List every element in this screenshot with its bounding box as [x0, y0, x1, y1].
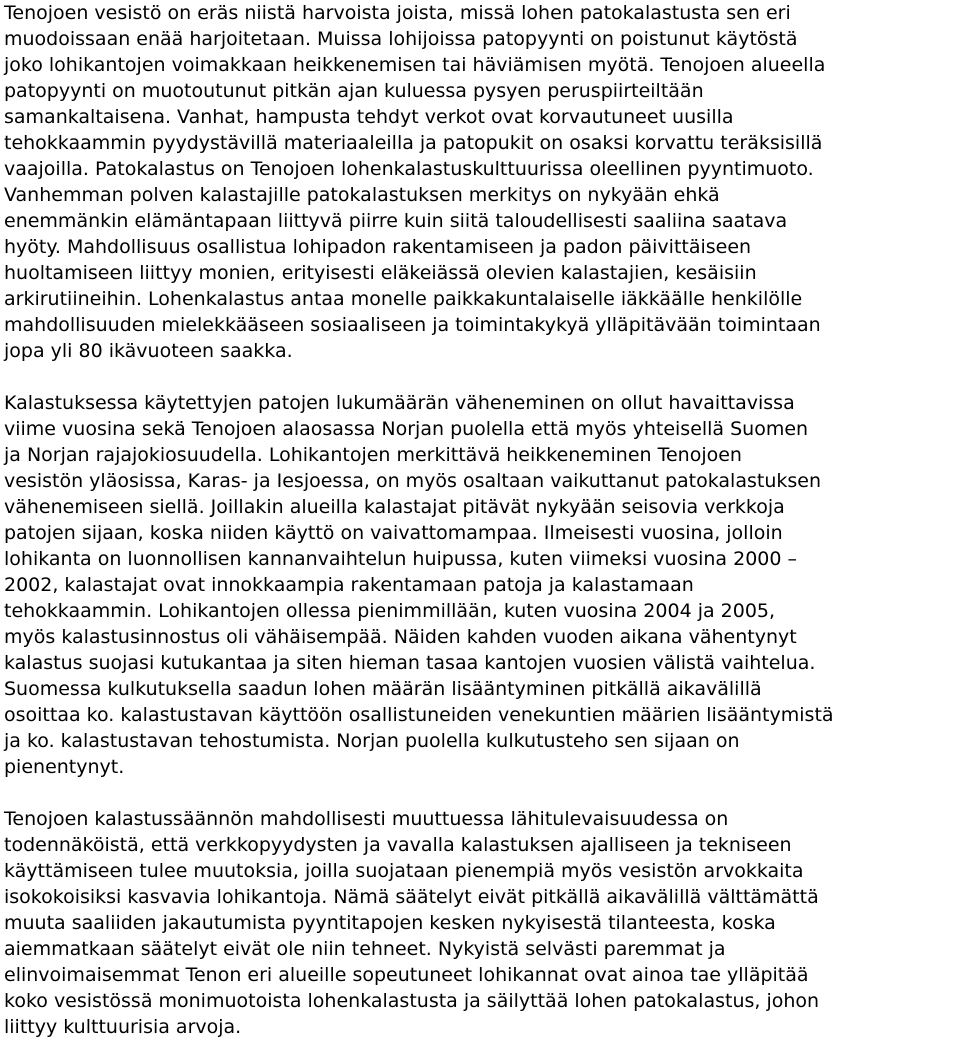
text-line: Tenojoen vesistö on eräs niistä harvoista joista, missä lohen patokalastusta sen eri — [4, 2, 791, 24]
text-line: Vanhemman polven kalastajille patokalastuksen merkitys on nykyään ehkä — [4, 184, 720, 206]
text-line: käyttämiseen tulee muutoksia, joilla suojataan pienempiä myös vesistön arvokkaita — [4, 860, 804, 882]
text-line: ja Norjan rajajokiosuudella. Lohikantojen merkittävä heikkeneminen Tenojoen — [4, 444, 742, 466]
text-line: enemmänkin elämäntapaan liittyvä piirre kuin siitä taloudellisesti saaliina saatava — [4, 210, 788, 232]
text-line: patojen sijaan, koska niiden käyttö on vaivattomampaa. Ilmeisesti vuosina, jolloin — [4, 522, 783, 544]
text-line: osoittaa ko. kalastustavan käyttöön osallistuneiden venekuntien määrien lisääntymistä — [4, 704, 834, 726]
text-line: hyöty. Mahdollisuus osallistua lohipadon rakentamiseen ja padon päivittäiseen — [4, 236, 752, 258]
text-line: Kalastuksessa käytettyjen patojen lukumäärän väheneminen on ollut havaittavissa — [4, 392, 795, 414]
text-line: Tenojoen kalastussäännön mahdollisesti muuttuessa lähitulevaisuudessa on — [4, 808, 729, 830]
text-line: 2002, kalastajat ovat innokkaampia rakentamaan patoja ja kalastamaan — [4, 574, 694, 596]
paragraph-3 — [4, 806, 954, 1040]
text-line: kalastus suojasi kutukantaa ja siten hieman tasaa kantojen vuosien välistä vaihtelua. — [4, 652, 816, 674]
text-line: vesistön yläosissa, Karas- ja Iesjoessa, on myös osaltaan vaikuttanut patokalastuksen — [4, 470, 821, 492]
text-line: elinvoimaisemmat Tenon eri alueille sopeutuneet lohikannat ovat ainoa tae ylläpitää — [4, 964, 809, 986]
text-line: myös kalastusinnostus oli vähäisempää. Näiden kahden vuoden aikana vähentynyt — [4, 626, 797, 648]
paragraph-2 — [4, 390, 954, 780]
text-line: tehokkaammin pyydystävillä materiaaleilla ja patopukit on osaksi korvattu teräksisillä — [4, 132, 823, 154]
text-line: koko vesistössä monimuotoista lohenkalastusta ja säilyttää lohen patokalastus, johon — [4, 990, 820, 1012]
text-line: vähenemiseen siellä. Joillakin alueilla kalastajat pitävät nykyään seisovia verkkoja — [4, 496, 785, 518]
text-line: lohikanta on luonnollisen kannanvaihtelun huipussa, kuten viimeksi vuosina 2000 – — [4, 548, 797, 570]
text-line: aiemmatkaan säätelyt eivät ole niin tehneet. Nykyistä selvästi paremmat ja — [4, 938, 726, 960]
text-line: joko lohikantojen voimakkaan heikkenemisen tai häviämisen myötä. Tenojoen alueella — [4, 54, 826, 76]
paragraph-1 — [4, 0, 954, 364]
text-line: viime vuosina sekä Tenojoen alaosassa Norjan puolella että myös yhteisellä Suomen — [4, 418, 809, 440]
text-line: muodoissaan enää harjoitetaan. Muissa lohijoissa patopyynti on poistunut käytöstä — [4, 28, 798, 50]
text-line: isokokoisiksi kasvavia lohikantoja. Nämä säätelyt eivät pitkällä aikavälillä välttämättä — [4, 886, 819, 908]
text-line: Suomessa kulkutuksella saadun lohen määrän lisääntyminen pitkällä aikavälillä — [4, 678, 762, 700]
text-line: huoltamiseen liittyy monien, erityisesti eläkeiässä olevien kalastajien, kesäisiin — [4, 262, 757, 284]
text-line: patopyynti on muotoutunut pitkän ajan kuluessa pysyen peruspiirteiltään — [4, 80, 704, 102]
text-line: arkirutiineihin. Lohenkalastus antaa monelle paikkakuntalaiselle iäkkäälle henkilölle — [4, 288, 803, 310]
text-line: samankaltaisena. Vanhat, hampusta tehdyt verkot ovat korvautuneet uusilla — [4, 106, 734, 128]
text-line: tehokkaammin. Lohikantojen ollessa pienimmillään, kuten vuosina 2004 ja 2005, — [4, 600, 776, 622]
text-line: mahdollisuuden mielekkääseen sosiaaliseen ja toimintakykyä ylläpitävään toimintaan — [4, 314, 821, 336]
text-line: pienentynyt. — [4, 756, 125, 778]
text-line: muuta saaliiden jakautumista pyyntitapojen kesken nykyisestä tilanteesta, koska — [4, 912, 776, 934]
text-line: todennäköistä, että verkkopyydysten ja vavalla kalastuksen ajalliseen ja tekniseen — [4, 834, 792, 856]
text-line: jopa yli 80 ikävuoteen saakka. — [4, 340, 293, 362]
text-line: ja ko. kalastustavan tehostumista. Norjan puolella kulkutusteho sen sijaan on — [4, 730, 740, 752]
text-line: liittyy kulttuurisia arvoja. — [4, 1016, 242, 1038]
text-line: vaajoilla. Patokalastus on Tenojoen lohenkalastuskulttuurissa oleellinen pyyntimuoto. — [4, 158, 814, 180]
